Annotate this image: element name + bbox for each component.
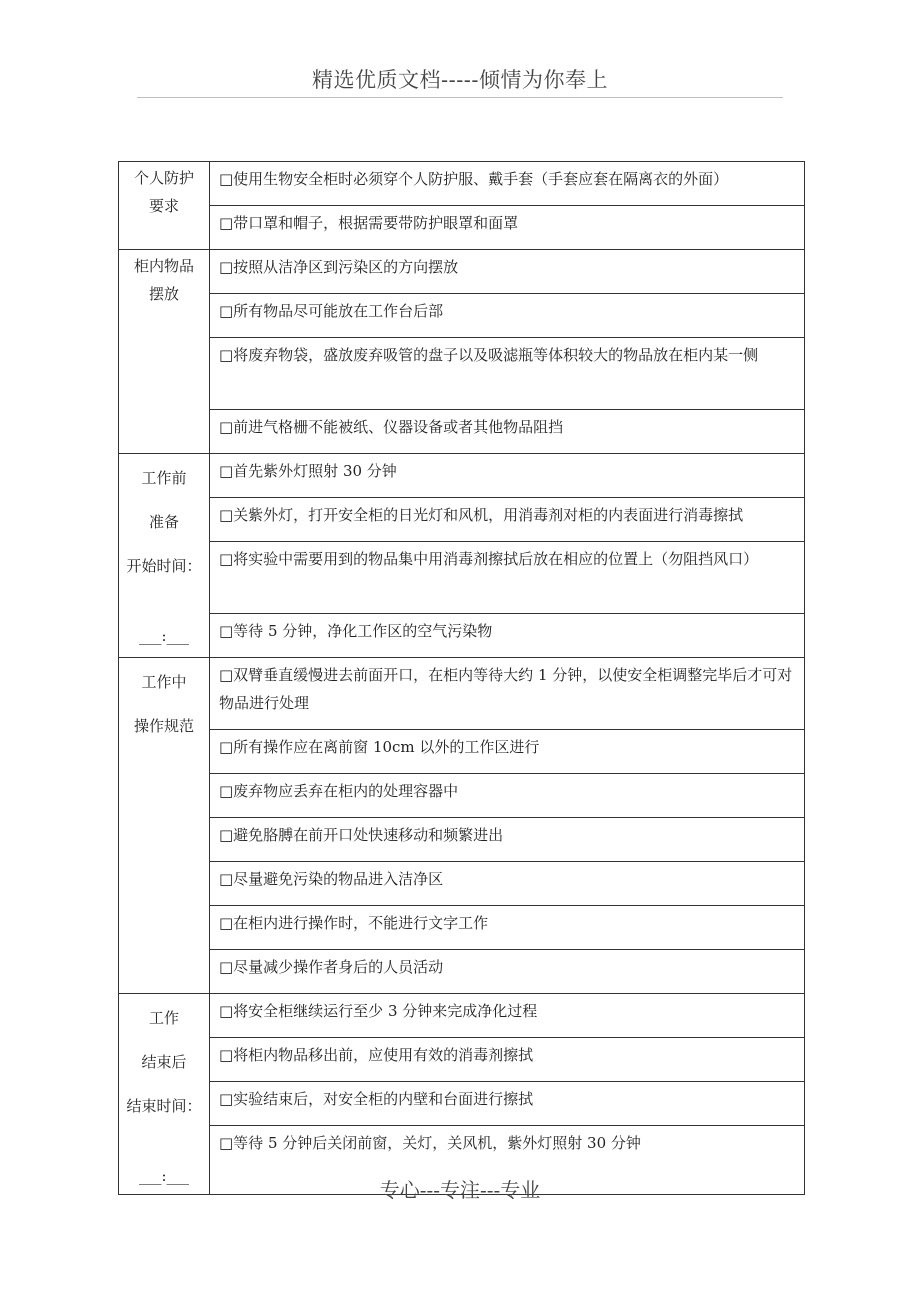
table-row (119, 454, 805, 498)
section-label-cell (119, 658, 210, 994)
table-row (119, 906, 805, 950)
checklist-item[interactable]: □尽量避免污染的物品进入洁净区 (210, 862, 805, 906)
table-row (119, 206, 805, 250)
biosafety-cabinet-checklist-table (118, 161, 805, 1195)
table-row (119, 338, 805, 410)
checklist-item[interactable]: □带口罩和帽子，根据需要带防护眼罩和面罩 (210, 206, 805, 250)
table-row (119, 774, 805, 818)
table-row (119, 498, 805, 542)
checklist-item[interactable]: □双臂垂直缓慢进去前面开口，在柜内等待大约 1 分钟，以使安全柜调整完毕后才可对物品进行处理 (210, 658, 805, 730)
checklist-item[interactable]: □按照从洁净区到污染区的方向摆放 (210, 250, 805, 294)
table-row (119, 730, 805, 774)
table-row (119, 614, 805, 658)
table-row (119, 658, 805, 730)
checklist-item[interactable]: □等待 5 分钟后关闭前窗，关灯，关风机，紫外灯照射 30 分钟 (210, 1126, 805, 1195)
start-time-blank[interactable]: ___:___ (138, 627, 190, 645)
section-label-line: 准备 (148, 513, 179, 531)
section-label-line: 要求 (148, 197, 179, 215)
checklist-item[interactable]: □等待 5 分钟，净化工作区的空气污染物 (210, 614, 805, 658)
section-label-line: 工作中 (141, 673, 187, 691)
table-row (119, 250, 805, 294)
section-label-line: 工作前 (141, 469, 187, 487)
checklist-item[interactable]: □关紫外灯，打开安全柜的日光灯和风机，用消毒剂对柜的内表面进行消毒擦拭 (210, 498, 805, 542)
table-row (119, 294, 805, 338)
checklist-item[interactable]: □避免胳膊在前开口处快速移动和频繁进出 (210, 818, 805, 862)
table-row (119, 542, 805, 614)
section-label-line: 个人防护 (133, 169, 194, 187)
table-row (119, 1082, 805, 1126)
table-row (119, 818, 805, 862)
checklist-item[interactable]: □前进气格栅不能被纸、仪器设备或者其他物品阻挡 (210, 410, 805, 454)
section-label-cell (119, 454, 210, 658)
checklist-item[interactable]: □所有物品尽可能放在工作台后部 (210, 294, 805, 338)
checklist-item[interactable]: □将安全柜继续运行至少 3 分钟来完成净化过程 (210, 994, 805, 1038)
section-label-line: 工作 (148, 1009, 179, 1027)
table-row (119, 950, 805, 994)
checklist-item[interactable]: □尽量减少操作者身后的人员活动 (210, 950, 805, 994)
table-row (119, 162, 805, 206)
page-footer-text: 专心---专注---专业 (379, 1178, 541, 1202)
section-label-line: 操作规范 (133, 717, 194, 735)
checklist-item[interactable]: □使用生物安全柜时必须穿个人防护服、戴手套（手套应套在隔离衣的外面） (210, 162, 805, 206)
end-time-label: 结束时间： (126, 1097, 202, 1115)
checklist-item[interactable]: □实验结束后，对安全柜的内壁和台面进行擦拭 (210, 1082, 805, 1126)
checklist-item[interactable]: □首先紫外灯照射 30 分钟 (210, 454, 805, 498)
section-label-cell (119, 250, 210, 454)
checklist-item[interactable]: □将柜内物品移出前，应使用有效的消毒剂擦拭 (210, 1038, 805, 1082)
table-row (119, 862, 805, 906)
table-row (119, 1038, 805, 1082)
checklist-item[interactable]: □将废弃物袋，盛放废弃吸管的盘子以及吸滤瓶等体积较大的物品放在柜内某一侧 (210, 338, 805, 410)
section-label-line: 结束后 (141, 1053, 187, 1071)
section-label-cell (119, 162, 210, 250)
table-row (119, 410, 805, 454)
section-label-cell (119, 994, 210, 1195)
table-row (119, 994, 805, 1038)
header-divider (137, 97, 783, 98)
start-time-label: 开始时间： (126, 557, 202, 575)
section-label-line: 摆放 (148, 285, 179, 303)
section-label-line: 柜内物品 (133, 257, 194, 275)
checklist-item[interactable]: □所有操作应在离前窗 10cm 以外的工作区进行 (210, 730, 805, 774)
end-time-blank[interactable]: ___:___ (138, 1167, 190, 1185)
checklist-item[interactable]: □在柜内进行操作时，不能进行文字工作 (210, 906, 805, 950)
checklist-item[interactable]: □将实验中需要用到的物品集中用消毒剂擦拭后放在相应的位置上（勿阻挡风口） (210, 542, 805, 614)
page-header-title: 精选优质文档-----倾情为你奉上 (312, 68, 608, 92)
checklist-item[interactable]: □废弃物应丢弃在柜内的处理容器中 (210, 774, 805, 818)
